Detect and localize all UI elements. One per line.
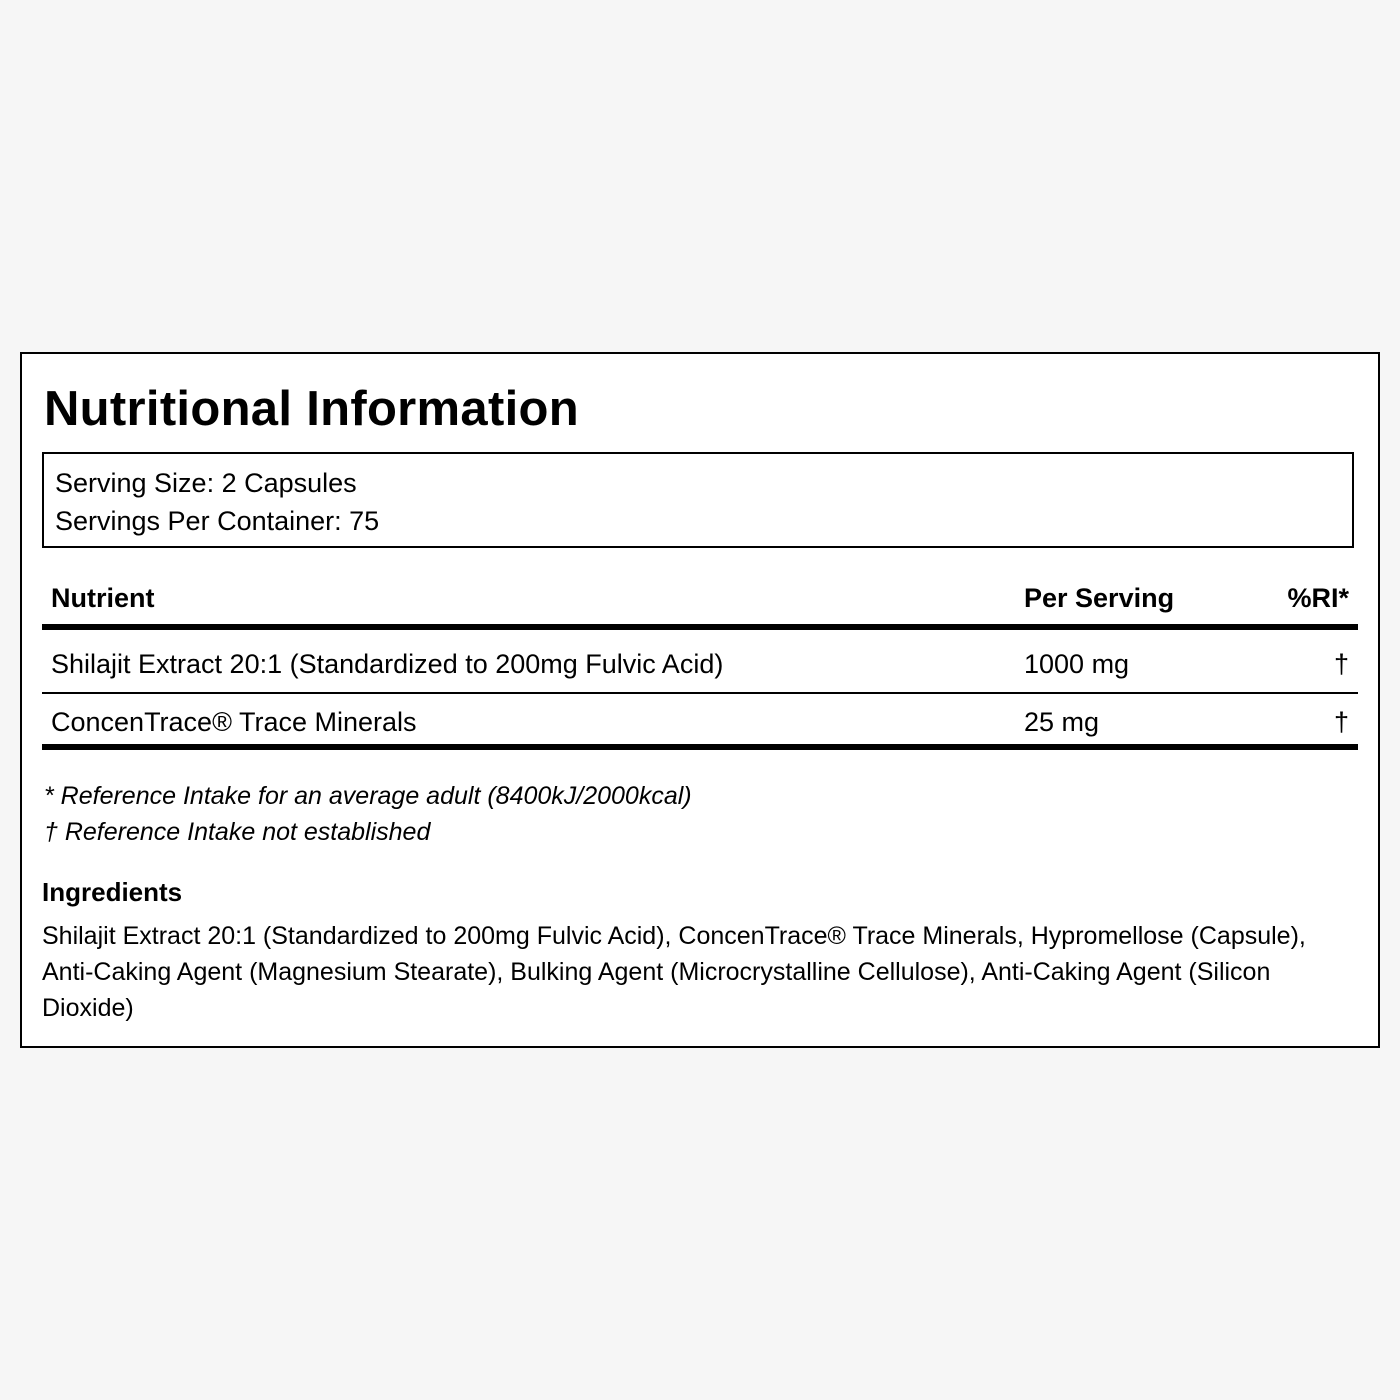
nutrient-name: Shilajit Extract 20:1 (Standardized to 200mg Fulvic Acid) [51, 649, 724, 679]
nutrient-ri: † [1333, 707, 1349, 737]
nutrient-amount: 1000 mg [1024, 649, 1130, 679]
header-nutrient: Nutrient [51, 583, 155, 613]
ingredients-text: Shilajit Extract 20:1 (Standardized to 200mg Fulvic Acid), ConcenTrace® Trace Minerals, Hypromellose (Capsule), Anti-Caking Agent (Magnesium Stearate), Bulking Agent (Microcrystalline Cellulose), Anti-Caking Agent (Silicon Dioxide) [42, 922, 1306, 1022]
servings-per-container: Servings Per Container: 75 [55, 506, 380, 536]
table-row [42, 630, 1358, 694]
footnote-not-established: † Reference Intake not established [44, 818, 431, 846]
nutrition-panel [20, 352, 1380, 1048]
table-row [42, 694, 1358, 750]
footnote-reference-intake: * Reference Intake for an average adult (8400kJ/2000kcal) [44, 782, 692, 810]
nutrient-name: ConcenTrace® Trace Minerals [51, 707, 417, 737]
serving-size: Serving Size: 2 Capsules [55, 468, 357, 498]
footnotes [44, 778, 692, 850]
serving-info-box [42, 452, 1354, 548]
page-title: Nutritional Information [44, 382, 579, 436]
ingredients-heading: Ingredients [42, 877, 183, 907]
nutrient-amount: 25 mg [1024, 707, 1100, 737]
header-per-serving: Per Serving [1024, 583, 1175, 613]
nutrient-ri: † [1333, 649, 1349, 679]
table-header-row [42, 572, 1358, 630]
nutrient-table [42, 572, 1358, 750]
header-ri: %RI* [1287, 583, 1349, 613]
